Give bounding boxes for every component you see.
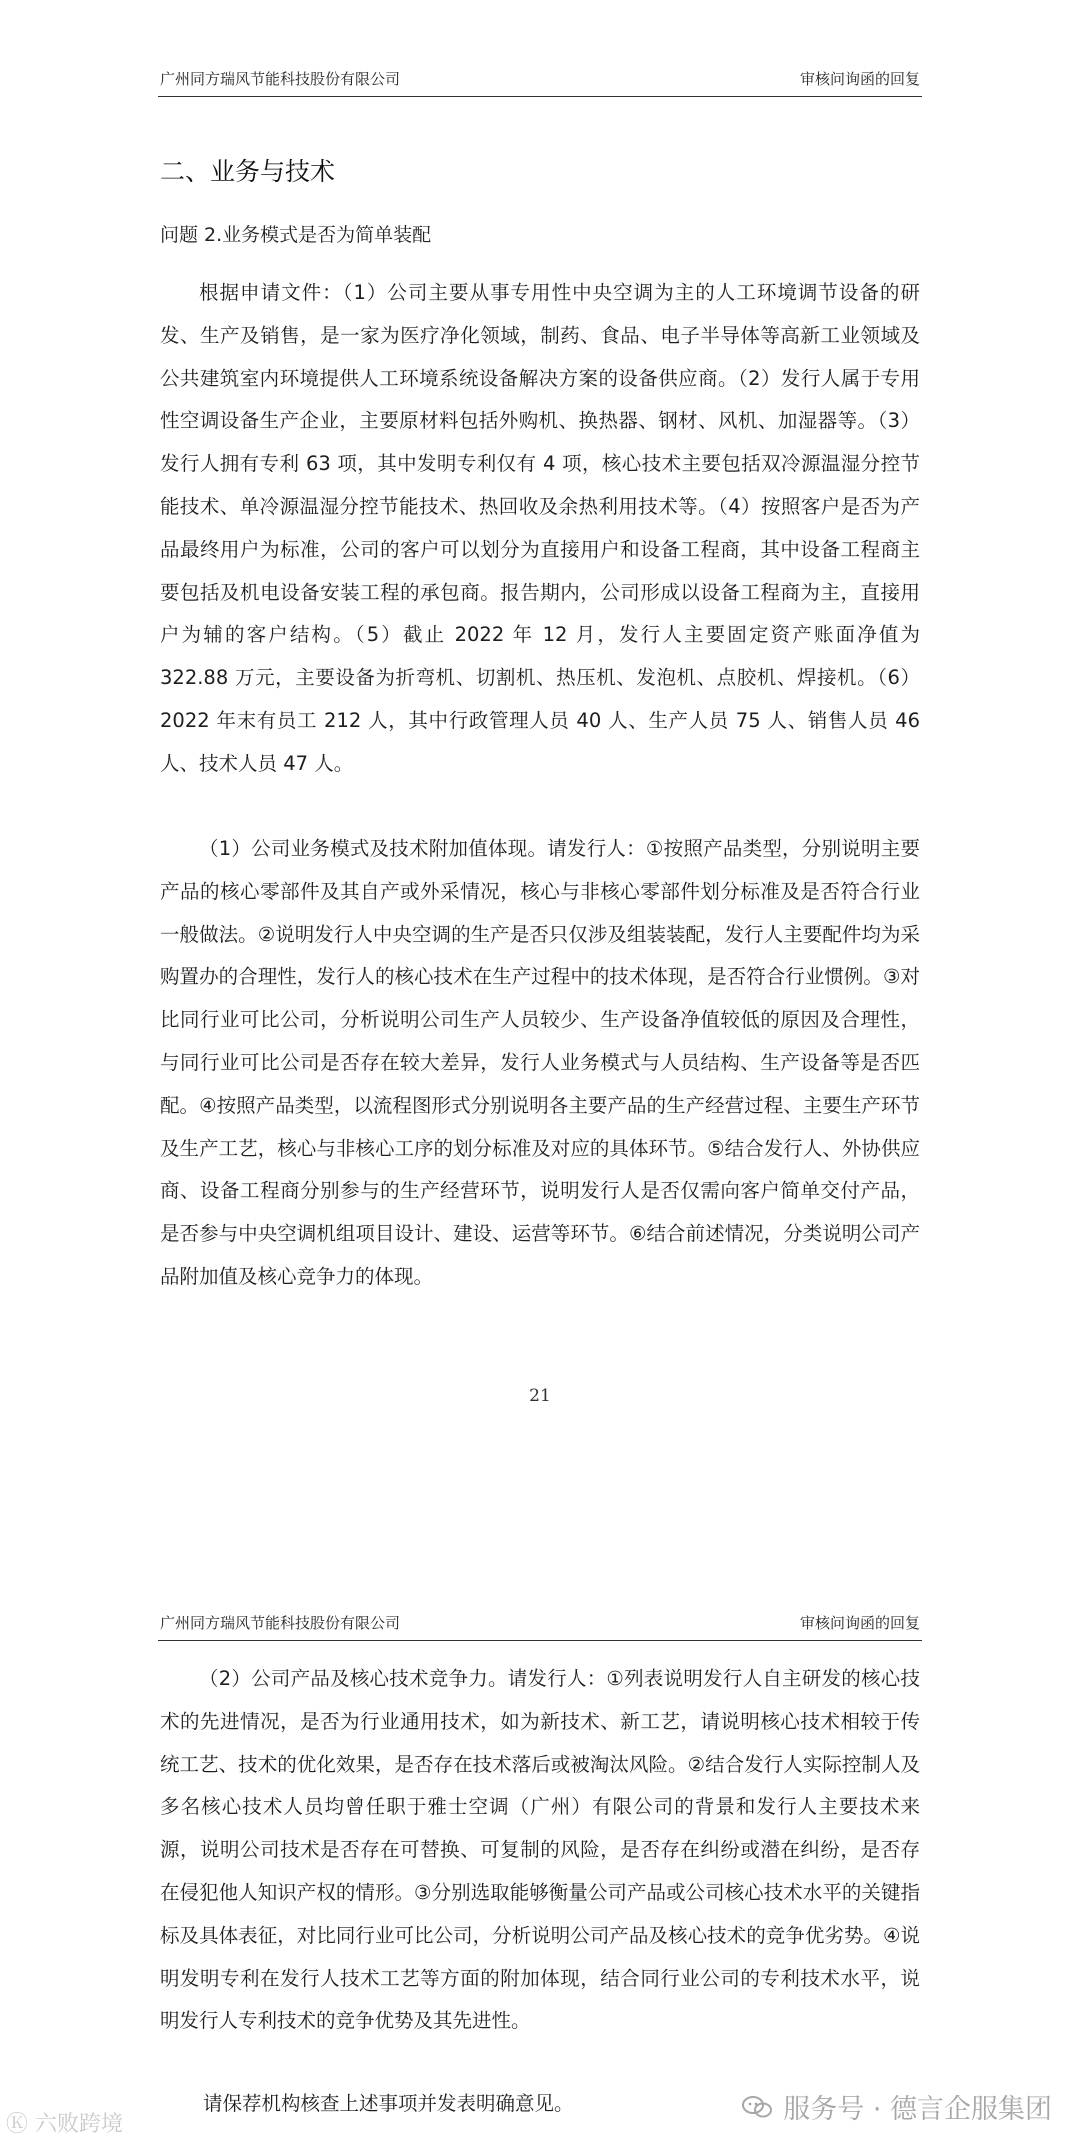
header-company: 广州同方瑞风节能科技股份有限公司	[160, 70, 401, 88]
watermark-right	[741, 2087, 1052, 2126]
header-doc-title: 审核问询函的回复	[799, 70, 920, 88]
header-doc-title: 审核问询函的回复	[799, 1614, 920, 1632]
watermark-right-text: 服务号 · 德言企服集团	[783, 2094, 1052, 2125]
core-tech-paragraph: （2）公司产品及核心技术竞争力。请发行人：①列表说明发行人自主研发的核心技术的先进情况，是否为行业通用技术，如为新技术、新工艺，请说明核心技术相较于传统工艺、技术的优化效果，是否存在技术落后或被淘汰风险。②结合发行人实际控制人及多名核心技术人员均曾任职于雅士空调（广州）有限公司的背景和发行人主要技术来源，说明公司技术是否存在可替换、可复制的风险，是否存在纠纷或潜在纠纷，是否存在侵犯他人知识产权的情形。③分别选取能够衡量公司产品或公司核心技术水平的关键指标及具体表征，对比同行业可比公司，分析说明公司产品及核心技术的竞争优劣势。④说明发明专利在发行人技术工艺等方面的附加体现，结合同行业公司的专利技术水平，说明发行人专利技术的竞争优势及其先进性。	[160, 1667, 920, 2033]
application-summary-paragraph: 根据申请文件：（1）公司主要从事专用性中央空调为主的人工环境调节设备的研发、生产及销售，是一家为医疗净化领域，制药、食品、电子半导体等高新工业领域及公共建筑室内环境提供人工环境系统设备解决方案的设备供应商。（2）发行人属于专用性空调设备生产企业，主要原材料包括外购机、换热器、钢材、风机、加湿器等。（3）发行人拥有专利 63 项，其中发明专利仅有 4 项，核心技术主要包括双冷源温湿分控节能技术、单冷源温湿分控节能技术、热回收及余热利用技术等。（4）按照客户是否为产品最终用户为标准，公司的客户可以划分为直接用户和设备工程商，其中设备工程商主要包括及机电设备安装工程的承包商。报告期内，公司形成以设备工程商为主，直接用户为辅的客户结构。（5）截止 2022 年 12 月，发行人主要固定资产账面净值为 322.88 万元，主要设备为折弯机、切割机、热压机、发泡机、点胶机、焊接机。（6）2022 年末有员工 212 人，其中行政管理人员 40 人、生产人员 75 人、销售人员 46 人、技术人员 47 人。	[160, 281, 920, 775]
wechat-icon	[741, 2095, 773, 2119]
question-heading: 问题 2.业务模式是否为简单装配	[160, 224, 432, 246]
running-header	[158, 1600, 922, 1641]
document-page-22	[0, 1560, 1080, 2146]
page-number: 21	[529, 1386, 551, 1406]
header-company: 广州同方瑞风节能科技股份有限公司	[160, 1614, 401, 1632]
watermark-left: Ⓚ 六败跨境	[6, 2112, 123, 2137]
final-instruction: 请保荐机构核查上述事项并发表明确意见。	[203, 2092, 574, 2115]
business-model-paragraph: （1）公司业务模式及技术附加值体现。请发行人：①按照产品类型，分别说明主要产品的核心零部件及其自产或外采情况，核心与非核心零部件划分标准及是否符合行业一般做法。②说明发行人中央空调的生产是否只仅涉及组装装配，发行人主要配件均为采购置办的合理性，发行人的核心技术在生产过程中的技术体现，是否符合行业惯例。③对比同行业可比公司，分析说明公司生产人员较少、生产设备净值较低的原因及合理性，与同行业可比公司是否存在较大差异，发行人业务模式与人员结构、生产设备等是否匹配。④按照产品类型，以流程图形式分别说明各主要产品的生产经营过程、主要生产环节及生产工艺，核心与非核心工序的划分标准及对应的具体环节。⑤结合发行人、外协供应商、设备工程商分别参与的生产经营环节，说明发行人是否仅需向客户简单交付产品，是否参与中央空调机组项目设计、建设、运营等环节。⑥结合前述情况，分类说明公司产品附加值及核心竞争力的体现。	[160, 837, 920, 1288]
running-header	[158, 56, 922, 97]
section-title: 二、业务与技术	[160, 157, 336, 186]
